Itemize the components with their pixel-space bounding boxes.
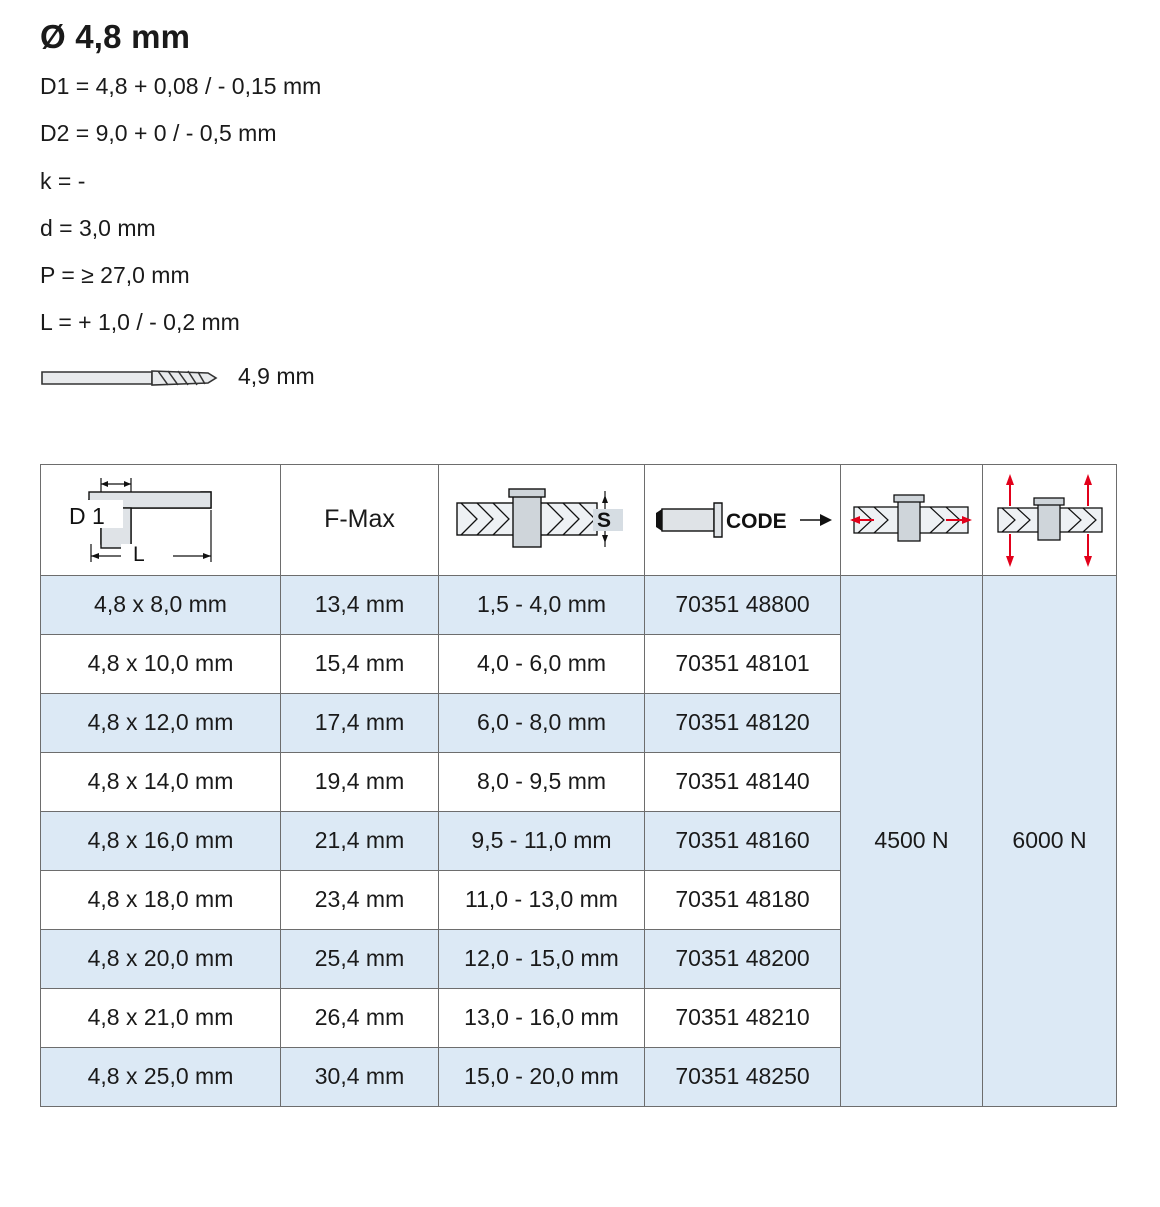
header-l-label: L	[132, 542, 145, 566]
header-s-label: S	[596, 508, 611, 532]
cell-size: 4,8 x 18,0 mm	[41, 870, 281, 929]
page-title: Ø 4,8 mm	[40, 18, 191, 55]
drill-size-row	[40, 360, 1120, 394]
cell-code: 70351 48120	[645, 693, 841, 752]
cell-fmax: 26,4 mm	[281, 988, 439, 1047]
cell-size: 4,8 x 14,0 mm	[41, 752, 281, 811]
cell-code: 70351 48101	[645, 634, 841, 693]
cell-grip: 9,5 - 11,0 mm	[439, 811, 645, 870]
cell-size: 4,8 x 12,0 mm	[41, 693, 281, 752]
header-code	[645, 464, 841, 575]
cell-fmax: 15,4 mm	[281, 634, 439, 693]
cell-grip: 13,0 - 16,0 mm	[439, 988, 645, 1047]
cell-size: 4,8 x 8,0 mm	[41, 575, 281, 634]
cell-code: 70351 48200	[645, 929, 841, 988]
drill-bit-icon	[40, 360, 220, 394]
rivet-dimension-diagram-icon	[41, 465, 280, 575]
spec-p: P = ≥ 27,0 mm	[40, 262, 190, 289]
header-shear-strength	[841, 464, 983, 575]
cell-fmax: 17,4 mm	[281, 693, 439, 752]
spec-d: d = 3,0 mm	[40, 214, 156, 241]
cell-grip: 11,0 - 13,0 mm	[439, 870, 645, 929]
cell-grip: 6,0 - 8,0 mm	[439, 693, 645, 752]
header-code-label: CODE	[725, 509, 787, 533]
cell-code: 70351 48160	[645, 811, 841, 870]
spec-l: L = + 1,0 / - 0,2 mm	[40, 309, 240, 336]
cell-code: 70351 48180	[645, 870, 841, 929]
cell-fmax: 25,4 mm	[281, 929, 439, 988]
cell-grip: 15,0 - 20,0 mm	[439, 1047, 645, 1106]
cell-size: 4,8 x 25,0 mm	[41, 1047, 281, 1106]
cell-size: 4,8 x 20,0 mm	[41, 929, 281, 988]
cell-fmax: 23,4 mm	[281, 870, 439, 929]
cell-code: 70351 48800	[645, 575, 841, 634]
cell-fmax: 30,4 mm	[281, 1047, 439, 1106]
header-tensile-strength	[983, 464, 1117, 575]
rivet-specification-table	[40, 464, 1117, 1107]
rivet-code-icon	[645, 465, 840, 575]
spec-d2: D2 = 9,0 + 0 / - 0,5 mm	[40, 120, 277, 147]
cell-code: 70351 48250	[645, 1047, 841, 1106]
table-header-row	[41, 464, 1117, 575]
grip-range-diagram-icon	[439, 465, 644, 575]
cell-code: 70351 48210	[645, 988, 841, 1047]
cell-grip: 8,0 - 9,5 mm	[439, 752, 645, 811]
tensile-strength-diagram-icon	[983, 465, 1116, 575]
spec-d1: D1 = 4,8 + 0,08 / - 0,15 mm	[40, 73, 322, 99]
cell-grip: 1,5 - 4,0 mm	[439, 575, 645, 634]
cell-grip: 12,0 - 15,0 mm	[439, 929, 645, 988]
cell-tensile-strength: 6000 N	[983, 575, 1117, 1106]
cell-size: 4,8 x 21,0 mm	[41, 988, 281, 1047]
cell-fmax: 19,4 mm	[281, 752, 439, 811]
drill-size-label: 4,9 mm	[238, 363, 315, 390]
cell-size: 4,8 x 10,0 mm	[41, 634, 281, 693]
header-grip-range	[439, 464, 645, 575]
header-fmax: F-Max	[281, 464, 439, 575]
header-d1-label: D 1	[68, 502, 105, 529]
cell-fmax: 13,4 mm	[281, 575, 439, 634]
header-dimensions	[41, 464, 281, 575]
cell-code: 70351 48140	[645, 752, 841, 811]
table-row	[41, 575, 1117, 634]
spec-k: k = -	[40, 167, 86, 194]
shear-strength-diagram-icon	[841, 465, 982, 575]
cell-size: 4,8 x 16,0 mm	[41, 811, 281, 870]
cell-fmax: 21,4 mm	[281, 811, 439, 870]
cell-shear-strength: 4500 N	[841, 575, 983, 1106]
cell-grip: 4,0 - 6,0 mm	[439, 634, 645, 693]
